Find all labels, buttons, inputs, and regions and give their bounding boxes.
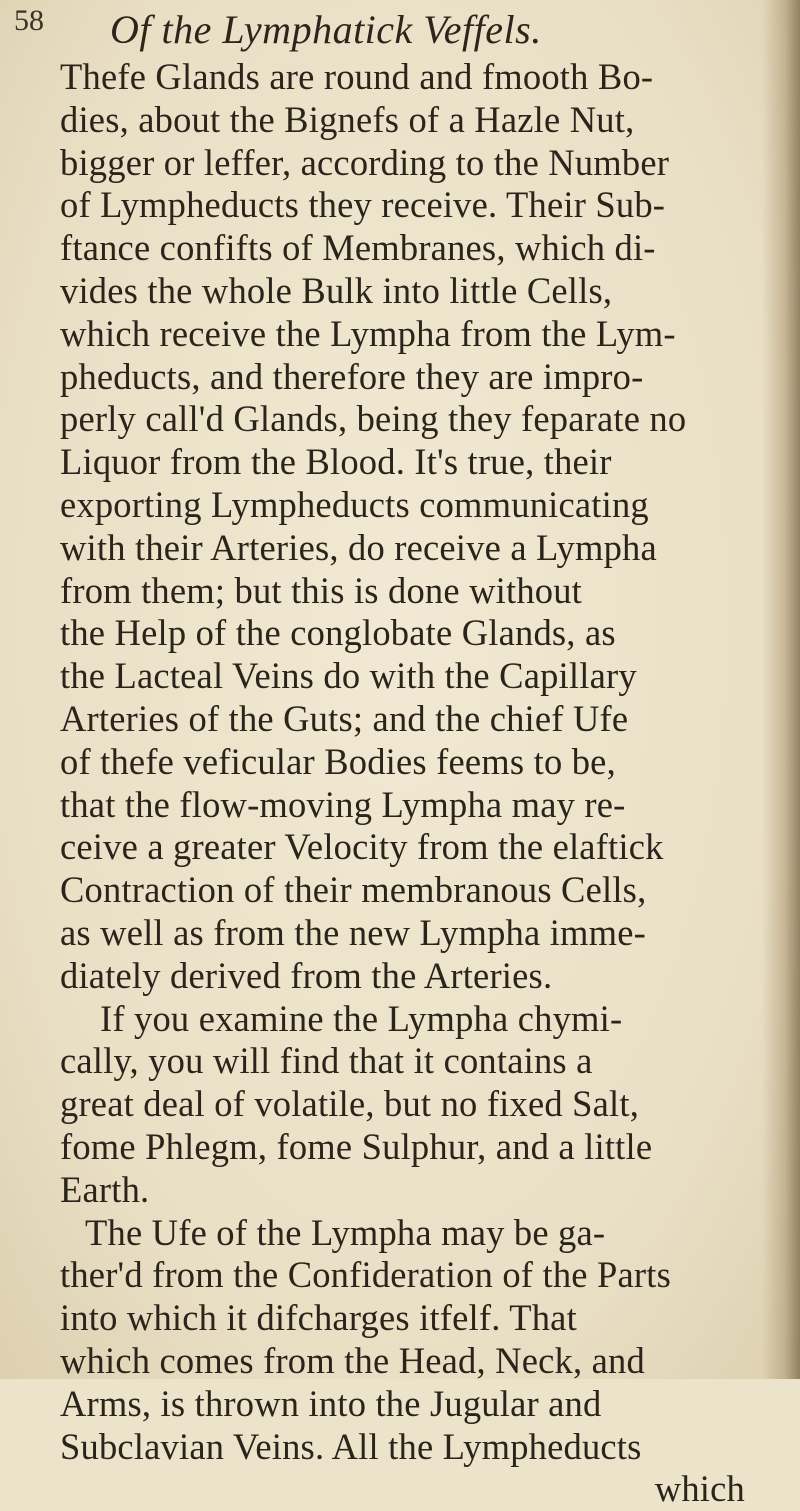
body-text [60,56,765,1511]
text-line: as well as from the new Lympha imme- [60,911,646,953]
text-line: ceive a greater Velocity from the elaftick [60,826,664,868]
text-line: Liquor from the Blood. It's true, their [60,441,612,483]
catchword: which [654,1468,745,1510]
text-line: Subclavian Veins. All the Lympheducts [60,1425,642,1467]
running-head: Of the Lymphatick Veffels. [110,7,542,52]
text-line: fome Phlegm, fome Sulphur, and a little [60,1125,653,1167]
text-line: which comes from the Head, Neck, and [60,1339,645,1381]
text-line: Arteries of the Guts; and the chief Ufe [60,697,629,739]
text-line: which receive the Lympha from the Lym- [60,312,676,354]
text-line: great deal of volatile, but no fixed Salt, [60,1083,640,1125]
text-line: ftance confifts of Membranes, which di- [60,227,656,269]
text-line: Thefe Glands are round and fmooth Bo- [60,56,654,97]
text-line: exporting Lympheducts communicating [60,483,649,525]
text-line: Arms, is thrown into the Jugular and [60,1382,602,1424]
text-line: bigger or leffer, according to the Number [60,141,670,183]
text-line: dies, about the Bignefs of a Hazle Nut, [60,98,635,140]
page-edge-shadow [762,0,800,1379]
text-line: pheducts, and therefore they are impro- [60,355,644,397]
text-line: Earth. [60,1168,150,1210]
text-line: from them; but this is done without [60,569,583,611]
text-line: into which it difcharges itfelf. That [60,1297,577,1339]
text-line: diately derived from the Arteries. [60,954,553,996]
text-line: of Lympheducts they receive. Their Sub- [60,184,666,226]
paragraph-start-line: If you examine the Lympha chymi- [100,997,623,1039]
text-line: cally, you will find that it contains a [60,1040,593,1082]
text-line: with their Arteries, do receive a Lympha [60,526,657,568]
text-line: the Help of the conglobate Glands, as [60,612,616,654]
text-line: vides the whole Bulk into little Cells, [60,269,613,311]
text-line: that the flow-moving Lympha may re- [60,783,626,825]
text-line: of thefe veficular Bodies feems to be, [60,740,616,782]
text-line: the Lacteal Veins do with the Capillary [60,655,637,697]
paragraph-start-line: The Ufe of the Lympha may be ga- [85,1211,606,1253]
text-line: ther'd from the Confideration of the Parts [60,1254,671,1296]
text-line: Contraction of their membranous Cells, [60,869,647,911]
page-number: 58 [14,4,44,37]
text-line: perly call'd Glands, being they feparate no [60,398,687,440]
